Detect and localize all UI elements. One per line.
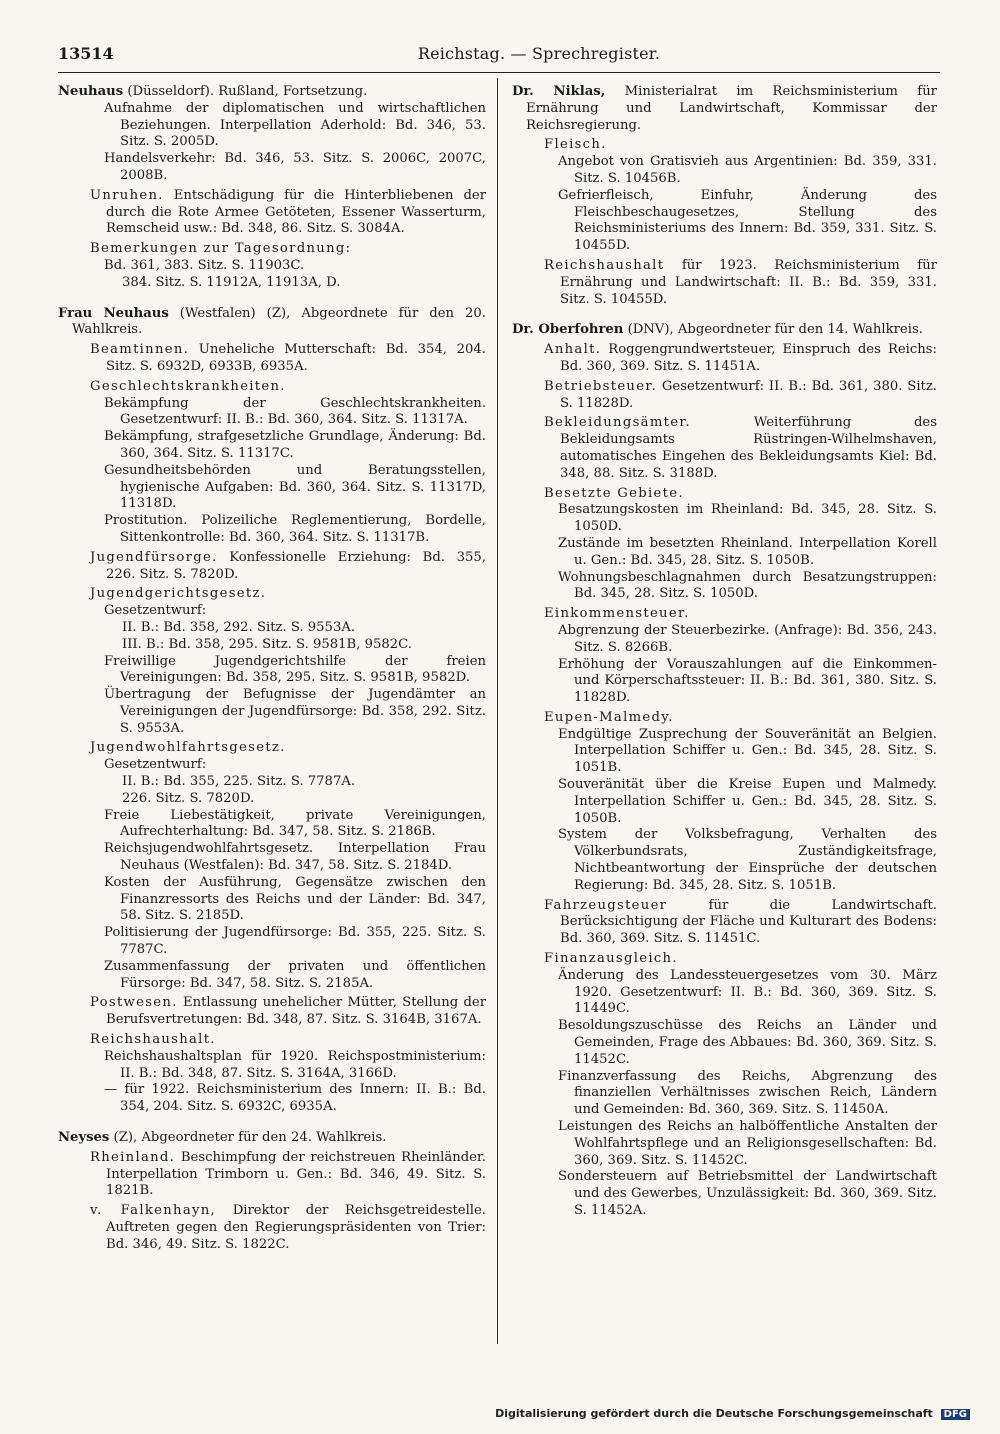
topic-line [90, 995, 486, 1029]
subentry-line: System der Volksbefragung, Verhalten des Völkerbundsrats, Zuständigkeitsfrage, Nichtbeantwortung der Einsprüche der deutschen Regierung: Bd. 345, 28. Sitz. S. 1051B. [558, 827, 937, 893]
funding-note: Digitalisierung gefördert durch die Deutsche Forschungsgemeinschaft [495, 1407, 933, 1420]
topic-name: Reichshaushalt [544, 257, 665, 273]
topic-line [544, 258, 937, 308]
subentry-line: Gefrierfleisch, Einfuhr, Änderung des Fleischbeschaugesetzes, Stellung des Reichsministeriums des Innern: Bd. 359, 331. Sitz. S. 10455D. [558, 187, 937, 254]
subentry-line: 226. Sitz. S. 7820D. [122, 790, 255, 806]
speaker-entry [512, 84, 937, 308]
topic-line [90, 379, 486, 396]
column-divider [497, 78, 498, 1344]
subentry-line: Zusammenfassung der privaten und öffentlichen Fürsorge: Bd. 347, 58. Sitz. S. 2185A. [104, 958, 486, 991]
topic-line [544, 486, 937, 503]
subentry-line: Freiwillige Jugendgerichtshilfe der freien Vereinigungen: Bd. 358, 295. Sitz. S. 9581B, 9582D. [104, 653, 486, 686]
topic-text: Uneheliche Mutterschaft: Bd. 354, 204. Sitz. S. 6932D, 6933B, 6935A. [106, 342, 486, 374]
subentry-line: Endgültige Zusprechung der Souveränität an Belgien. Interpellation Schiffer u. Gen.: Bd. 345, 28. Sitz. S. 1051B. [558, 726, 937, 776]
speaker-description: Ministerialrat im Reichsministerium für Ernährung und Landwirtschaft, Kommissar der Reichsregierung. [526, 84, 937, 133]
subentry-line: Reichshaushaltsplan für 1920. Reichspostministerium: II. B.: Bd. 348, 87. Sitz. S. 3164A, 3166D. [104, 1048, 486, 1081]
topic-line [544, 342, 937, 376]
subentry-line: Erhöhung der Vorauszahlungen auf die Einkommen- und Körperschaftssteuer: II. B.: Bd. 361, 380. Sitz. S. 11828D. [558, 656, 937, 706]
subentry-line: Reichsjugendwohlfahrtsgesetz. Interpellation Frau Neuhaus (Westfalen): Bd. 347, 58. Sitz. S. 2184D. [104, 841, 486, 874]
topic-name: Rheinland. [90, 1149, 176, 1165]
topic-line [544, 379, 937, 413]
subentry-line: Bekämpfung der Geschlechtskrankheiten. Gesetzentwurf: II. B.: Bd. 360, 364. Sitz. S. 11317A. [104, 395, 486, 428]
topic-line [544, 606, 937, 623]
topic-name: Beamtinnen. [90, 342, 190, 358]
speaker-heading [512, 84, 937, 134]
topic-name: v. Falkenhayn, [90, 1203, 217, 1219]
speaker-entry [512, 322, 937, 1219]
subentry-line: Besatzungskosten im Rheinland: Bd. 345, 28. Sitz. S. 1050D. [558, 502, 937, 535]
speaker-heading [512, 322, 937, 339]
topic-name: Finanzausgleich. [544, 951, 678, 967]
topic-line [544, 415, 937, 482]
topic-name: Postwesen. [90, 995, 178, 1011]
topic-name: Eupen-Malmedy. [544, 709, 674, 725]
topic-line [544, 137, 937, 154]
topic-name: Anhalt. [544, 342, 602, 358]
topic-name: Besetzte Gebiete. [544, 485, 684, 501]
subentry-line: Übertragung der Befugnisse der Jugendämter an Vereinigungen der Jugendfürsorge: Bd. 358, 292. Sitz. S. 9553A. [104, 687, 486, 736]
topic-text: Konfessionelle Erziehung: Bd. 355, 226. Sitz. S. 7820D. [106, 549, 486, 582]
subentry-line: Besoldungszuschüsse des Reichs an Länder und Gemeinden, Frage des Abbaues: Bd. 360, 369. Sitz. S. 11452C. [558, 1018, 937, 1067]
subentry-line: Politisierung der Jugendfürsorge: Bd. 355, 225. Sitz. S. 7787C. [104, 925, 486, 958]
speaker-name: Dr. Oberfohren [512, 322, 624, 338]
topic-line [90, 188, 486, 238]
subentry-line: Gesundheitsbehörden und Beratungsstellen, hygienische Aufgaben: Bd. 360, 364. Sitz. S. 11317D, 11318D. [104, 462, 486, 512]
speaker-description: (DNV), Abgeordneter für den 14. Wahlkreis. [623, 322, 923, 338]
topic-text: für 1923. Reichsministerium für Ernährung und Landwirtschaft: II. B.: Bd. 359, 331. Sitz. S. 10455D. [560, 257, 937, 307]
dfg-logo: DFG [941, 1409, 970, 1420]
running-title: Reichstag. — Sprechregister. [417, 44, 661, 63]
topic-name: Einkommensteuer. [544, 606, 690, 622]
subentry-line: Aufnahme der diplomatischen und wirtschaftlichen Beziehungen. Interpellation Aderhold: Bd. 346, 53. Sitz. S. 2005D. [104, 100, 486, 150]
subentry-line: Finanzverfassung des Reichs, Abgrenzung des finanziellen Verhältnisses zwischen Reich, Ländern und Gemeinden: Bd. 360, 369. Sitz. S. 11450A. [558, 1068, 937, 1118]
topic-name: Jugendgerichtsgesetz. [90, 586, 267, 602]
topic-line [90, 586, 486, 603]
subentry-line: II. B.: Bd. 355, 225. Sitz. S. 7787A. [122, 774, 356, 790]
topic-line [90, 1203, 486, 1253]
speaker-name: Neuhaus [58, 84, 124, 99]
subentry-line: Handelsverkehr: Bd. 346, 53. Sitz. S. 2006C, 2007C, 2008B. [104, 151, 486, 183]
right-column [512, 84, 937, 1234]
topic-line [90, 1150, 486, 1200]
subentry-line: Bd. 361, 383. Sitz. S. 11903C. [104, 257, 305, 273]
subentry-line: Änderung des Landessteuergesetzes vom 30. März 1920. Gesetzentwurf: II. B.: Bd. 360, 369. Sitz. S. 11449C. [558, 967, 937, 1017]
subentry-line: Zustände im besetzten Rheinland. Interpellation Korell u. Gen.: Bd. 345, 28. Sitz. S. 1050B. [558, 535, 937, 568]
topic-name: Geschlechtskrankheiten. [90, 378, 286, 394]
topic-text: Gesetzentwurf: II. B.: Bd. 361, 380. Sitz. S. 11828D. [560, 378, 937, 411]
topic-line [90, 740, 486, 757]
topic-line [544, 898, 937, 948]
topic-text: Direktor der Reichsgetreidestelle. Auftreten gegen den Regierungspräsidenten von Trier: Bd. 346, 49. Sitz. S. 1822C. [106, 1203, 486, 1252]
subentry-line: 384. Sitz. S. 11912A, 11913A, D. [122, 274, 341, 290]
topic-line [544, 951, 937, 968]
subentry-line: Sondersteuern auf Betriebsmittel der Landwirtschaft und des Gewerbes, Unzulässigkeit: Bd. 360, 369. Sitz. S. 11452A. [558, 1169, 937, 1218]
speaker-entry [58, 1130, 486, 1254]
subentry-line: Bekämpfung, strafgesetzliche Grundlage, Änderung: Bd. 360, 364. Sitz. S. 11317C. [104, 429, 486, 461]
page-header [58, 42, 940, 73]
topic-name: Betriebsteuer. [544, 378, 657, 394]
speaker-entry [58, 306, 486, 1116]
speaker-heading [58, 84, 486, 101]
topic-text: Entlassung unehelicher Mütter, Stellung der Berufsvertretungen: Bd. 348, 87. Sitz. S. 3164B, 3167A. [106, 995, 486, 1028]
topic-text: Beschimpfung der reichstreuen Rheinländer. Interpellation Trimborn u. Gen.: Bd. 346, 49. Sitz. S. 1821B. [106, 1149, 486, 1199]
topic-name: Fahrzeugsteuer [544, 897, 668, 913]
speaker-entry [58, 84, 486, 292]
topic-name: Fleisch. [544, 137, 607, 153]
speaker-name: Dr. Niklas, [512, 84, 606, 99]
subentry-line: III. B.: Bd. 358, 295. Sitz. S. 9581B, 9582C. [122, 636, 412, 652]
topic-name: Reichshaushalt. [90, 1032, 216, 1048]
left-column [58, 84, 486, 1268]
topic-name: Jugendfürsorge. [90, 549, 218, 565]
subentry-line: Abgrenzung der Steuerbezirke. (Anfrage): Bd. 356, 243. Sitz. S. 8266B. [558, 622, 937, 655]
subentry-line: II. B.: Bd. 358, 292. Sitz. S. 9553A. [122, 619, 356, 635]
topic-line [544, 710, 937, 727]
speaker-description: (Westfalen) (Z), Abgeordnete für den 20. Wahlkreis. [72, 305, 487, 338]
topic-name: Bekleidungsämter. [544, 415, 691, 431]
subentry-line: — für 1922. Reichsministerium des Innern: II. B.: Bd. 354, 204. Sitz. S. 6932C, 6935A. [104, 1082, 486, 1115]
topic-line [90, 241, 486, 258]
topic-name: Jugendwohlfahrtsgesetz. [90, 740, 286, 756]
page-number: 13514 [58, 44, 114, 63]
subentry-line: Freie Liebestätigkeit, private Vereinigungen, Aufrechterhaltung: Bd. 347, 58. Sitz. S. 2186B. [104, 807, 486, 840]
topic-text: für die Landwirtschaft. Berücksichtigung der Fläche und Kulturart des Bodens: Bd. 360, 369. Sitz. S. 11451C. [560, 897, 937, 947]
topic-text: Roggengrundwertsteuer, Einspruch des Reichs: Bd. 360, 369. Sitz. S. 11451A. [560, 342, 937, 374]
subentry-line: Prostitution. Polizeiliche Reglementierung, Bordelle, Sittenkontrolle: Bd. 360, 364. Sitz. S. 11317B. [104, 513, 486, 545]
topic-name: Bemerkungen zur Tagesordnung: [90, 241, 352, 257]
speaker-heading [58, 1130, 486, 1147]
topic-line [90, 550, 486, 584]
topic-line [90, 1032, 486, 1049]
subentry-line: Leistungen des Reichs an halböffentliche Anstalten der Wohlfahrtspflege und an Religionsgesellschaften: Bd. 360, 369. Sitz. S. 11452C. [558, 1119, 937, 1168]
subentry-line: Angebot von Gratisvieh aus Argentinien: Bd. 359, 331. Sitz. S. 10456B. [558, 154, 937, 186]
subentry-line: Gesetzentwurf: [104, 603, 207, 619]
topic-name: Unruhen. [90, 187, 164, 203]
subentry-line: Gesetzentwurf: [104, 757, 207, 773]
speaker-name: Frau Neuhaus [58, 305, 169, 321]
topic-text: Weiterführung des Bekleidungsamts Rüstringen-Wilhelmshaven, automatisches Eingehen des Bekleidungsamts Kiel: Bd. 348, 88. Sitz. S. 3188D. [560, 415, 937, 481]
speaker-description: (Düsseldorf). Rußland, Fortsetzung. [123, 84, 368, 99]
speaker-description: (Z), Abgeordneter für den 24. Wahlkreis. [109, 1130, 387, 1146]
topic-line [90, 342, 486, 376]
subentry-line: Kosten der Ausführung, Gegensätze zwischen den Finanzressorts des Reichs und der Länder: Bd. 347, 58. Sitz. S. 2185D. [104, 874, 486, 924]
footer [495, 1407, 970, 1420]
speaker-heading [58, 306, 486, 340]
speaker-name: Neyses [58, 1130, 110, 1146]
subentry-line: Wohnungsbeschlagnahmen durch Besatzungstruppen: Bd. 345, 28. Sitz. S. 1050D. [558, 569, 937, 602]
topic-text: Entschädigung für die Hinterbliebenen der durch die Rote Armee Getöteten, Essener Wasserturm, Remscheid usw.: Bd. 348, 86. Sitz. S. 3084A. [106, 187, 486, 237]
subentry-line: Souveränität über die Kreise Eupen und Malmedy. Interpellation Schiffer u. Gen.: Bd. 345, 28. Sitz. S. 1050B. [558, 777, 937, 826]
